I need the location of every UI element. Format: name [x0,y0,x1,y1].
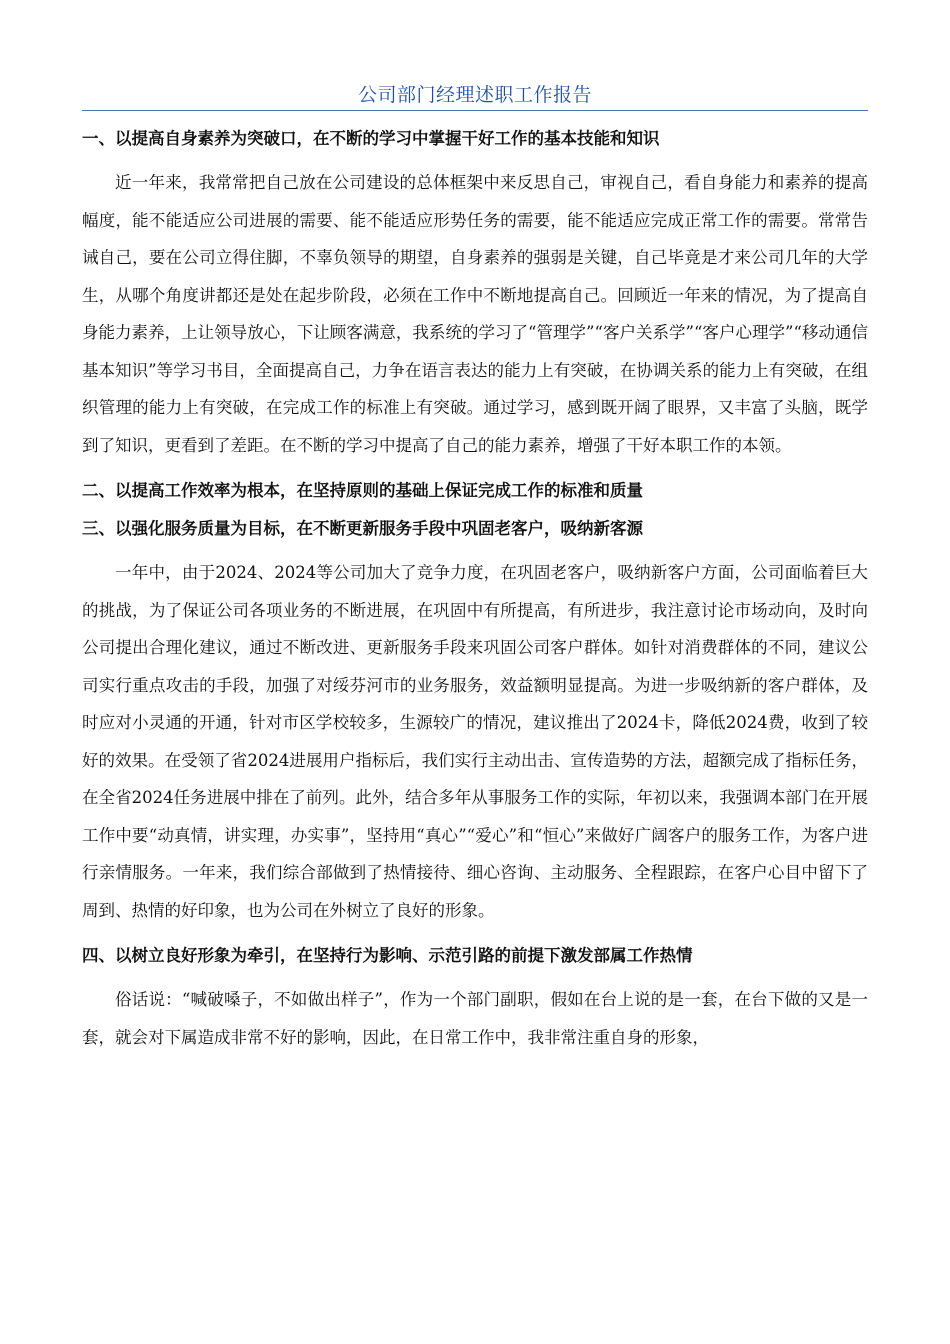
document-body [82,120,868,1064]
section-3-paragraph: 一年中，由于2024、2024等公司加大了竞争力度，在巩固老客户，吸纳新客户方面，公司面临着巨大的挑战，为了保证公司各项业务的不断进展，在巩固中有所提高，有所进步，我注意讨论市场动向，及时向公司提出合理化建议，通过不断改进、更新服务手段来巩固公司客户群体。如针对消费群体的不同，建议公司实行重点攻击的手段，加强了对绥芬河市的业务服务，效益额明显提高。为进一步吸纳新的客户群体，及时应对小灵通的开通，针对市区学校较多，生源较广的情况，建议推出了2024卡，降低2024费，收到了较好的效果。在受领了省2024进展用户指标后，我们实行主动出击、宣传造势的方法，超额完成了指标任务，在全省2024任务进展中排在了前列。此外，结合多年从事服务工作的实际，年初以来，我强调本部门在开展工作中要“动真情，讲实理，办实事”，坚持用“真心”“爱心”和“恒心”来做好广阔客户的服务工作，为客户进行亲情服务。一年来，我们综合部做到了热情接待、细心咨询、主动服务、全程跟踪，在客户心目中留下了周到、热情的好印象，也为公司在外树立了良好的形象。 [82,563,868,920]
section-heading-3: 三、以强化服务质量为目标，在不断更新服务手段中巩固老客户，吸纳新客源 [82,519,643,538]
document-title: 公司部门经理述职工作报告 [357,84,592,106]
section-heading-4: 四、以树立良好形象为牵引，在坚持行为影响、示范引路的前提下激发部属工作热情 [82,946,693,965]
section-4-paragraph: 俗话说：“喊破嗓子，不如做出样子”，作为一个部门副职，假如在台上说的是一套，在台下做的又是一套，就会对下属造成非常不好的影响，因此，在日常工作中，我非常注重自身的形象， [82,990,868,1047]
section-1-paragraph: 近一年来，我常常把自己放在公司建设的总体框架中来反思自己，审视自己，看自身能力和素养的提高幅度，能不能适应公司进展的需要、能不能适应形势任务的需要，能不能适应完成正常工作的需要。常常告诫自己，要在公司立得住脚，不辜负领导的期望，自身素养的强弱是关键，自己毕竟是才来公司几年的大学生，从哪个角度讲都还是处在起步阶段，必须在工作中不断地提高自己。回顾近一年来的情况，为了提高自身能力素养，上让领导放心，下让顾客满意，我系统的学习了“管理学”“客户关系学”“客户心理学”“移动通信基本知识”等学习书目，全面提高自己，力争在语言表达的能力上有突破，在协调关系的能力上有突破，在组织管理的能力上有突破，在完成工作的标准上有突破。通过学习，感到既开阔了眼界，又丰富了头脑，既学到了知识，更看到了差距。在不断的学习中提高了自己的能力素养，增强了干好本职工作的本领。 [82,173,868,455]
document-header [82,82,868,111]
section-heading-2: 二、以提高工作效率为根本，在坚持原则的基础上保证完成工作的标准和质量 [82,481,643,500]
section-heading-1: 一、以提高自身素养为突破口，在不断的学习中掌握干好工作的基本技能和知识 [82,129,660,148]
